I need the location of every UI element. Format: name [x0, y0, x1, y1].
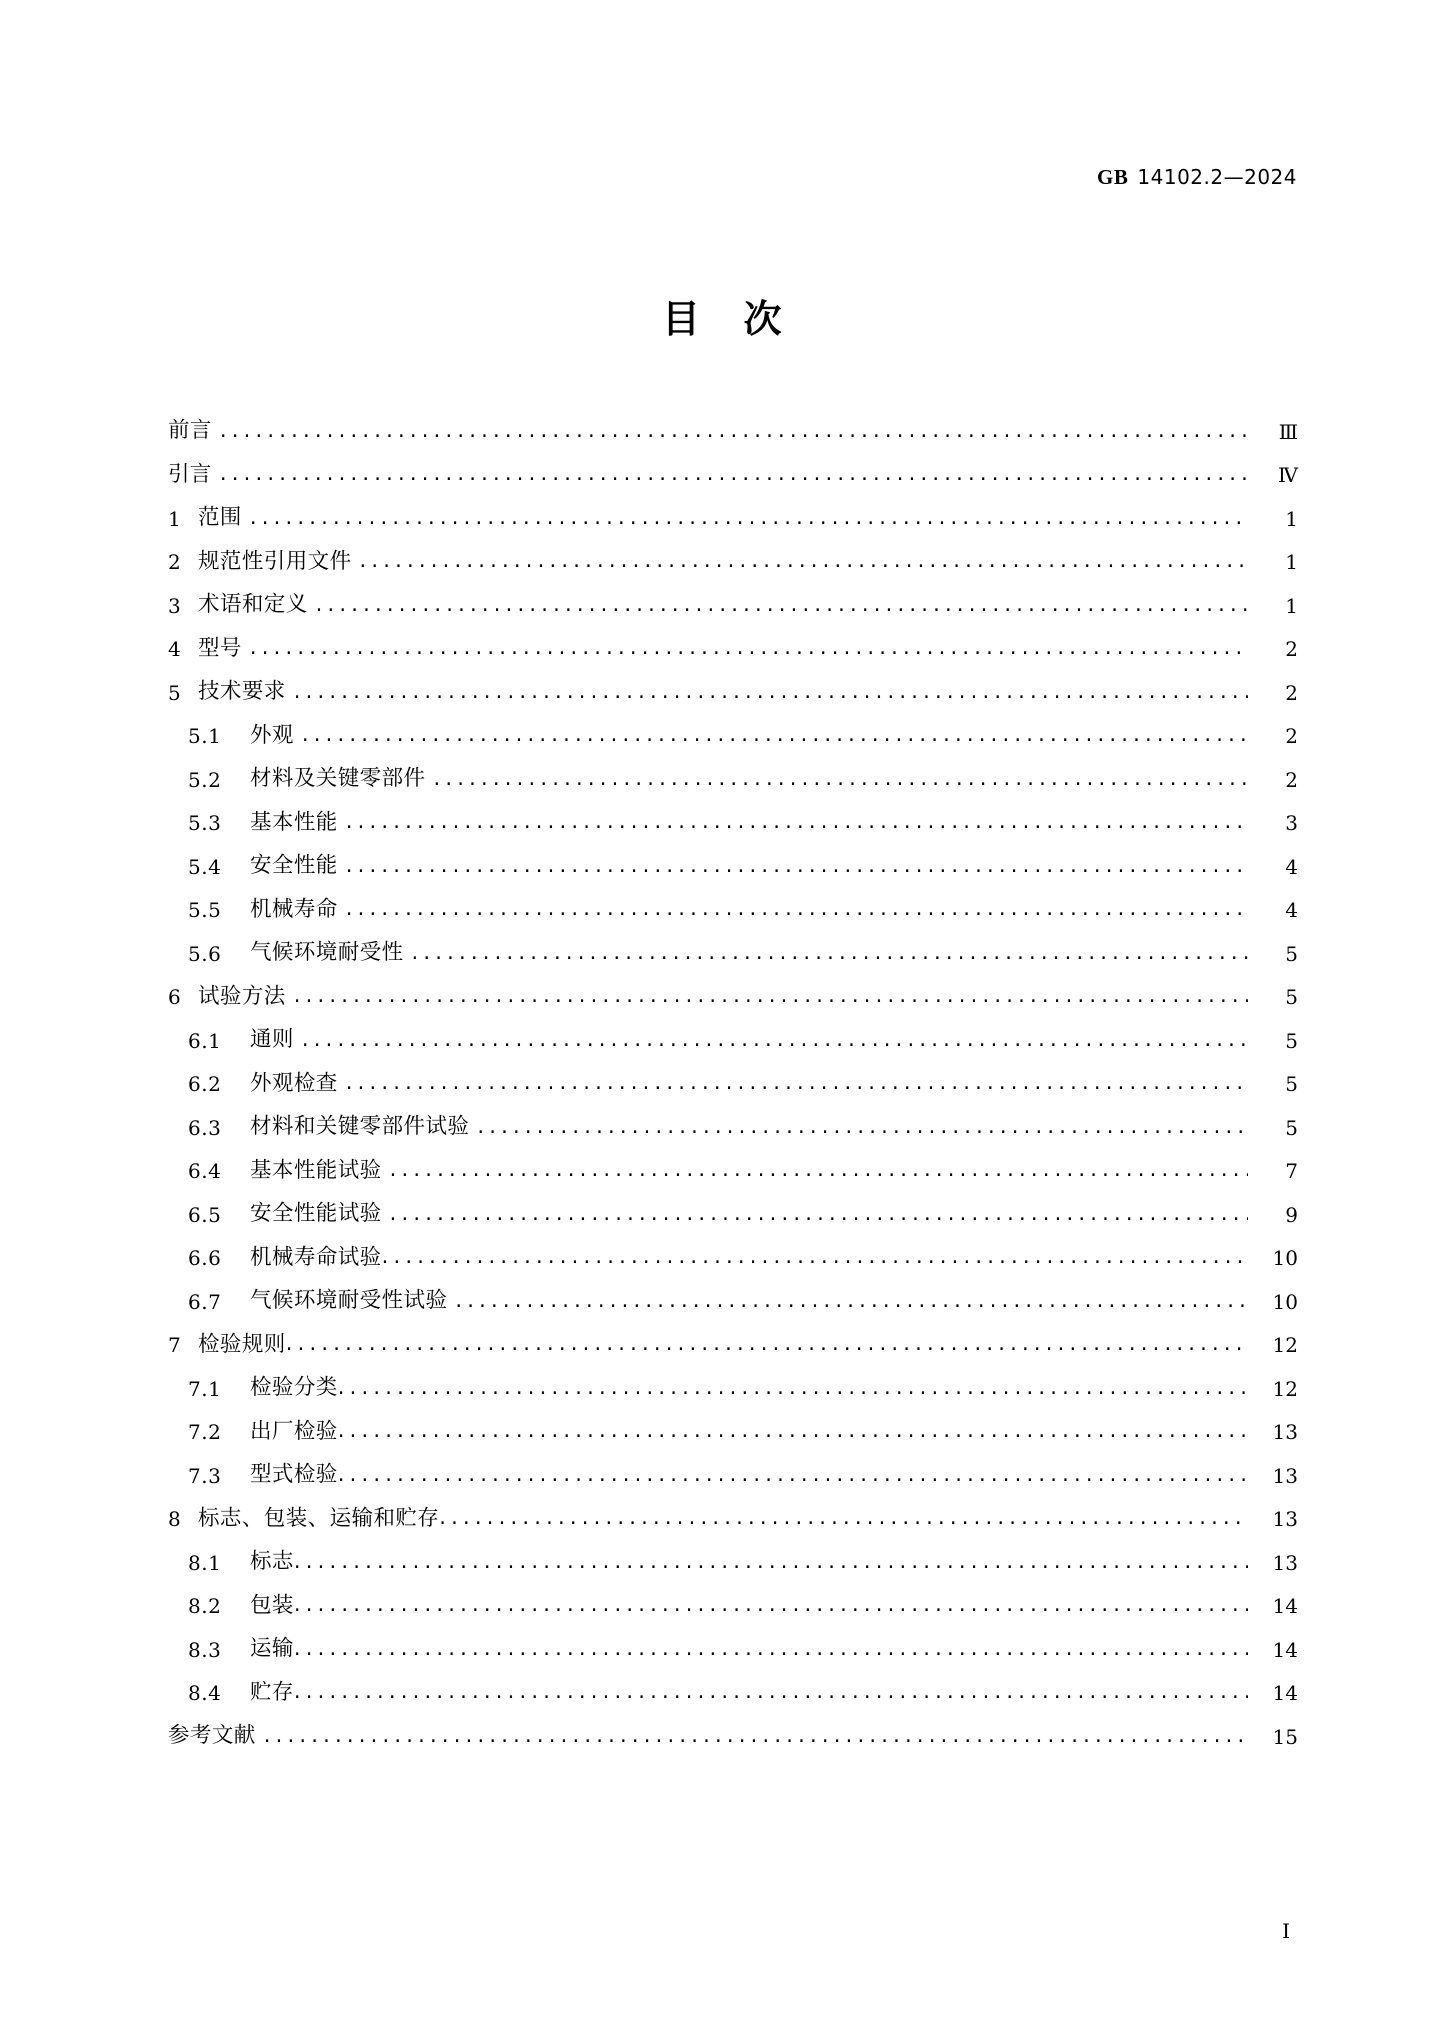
toc-entry-label: 气候环境耐受性试验 [250, 1288, 448, 1312]
toc-entry-page-number: 9 [1285, 1202, 1298, 1227]
toc-dot-leader [338, 1424, 1248, 1444]
page-title-left: 目 [661, 299, 702, 341]
toc-entry-number: 5.6 [188, 941, 222, 966]
toc-dot-leader [220, 467, 1248, 487]
toc-entry-label: 技术要求 [198, 679, 286, 703]
toc-entry-label: 通则 [250, 1027, 294, 1051]
toc-entry-page-number: 2 [1285, 767, 1298, 792]
toc-entry[interactable] [168, 661, 1298, 705]
toc-entry-label: 机械寿命 [250, 896, 338, 921]
toc-entry-number: 6 [168, 985, 181, 1009]
toc-entry[interactable] [168, 1662, 1298, 1706]
toc-dot-leader [294, 1642, 1248, 1662]
toc-entry-page-number: 3 [1285, 811, 1298, 835]
toc-dot-leader [346, 815, 1248, 835]
toc-dot-leader [302, 1033, 1248, 1053]
toc-entry-number: 5.2 [188, 767, 222, 792]
toc-entry-number: 5.4 [188, 854, 222, 879]
toc-entry-number: 8 [168, 1507, 181, 1531]
toc-dot-leader [346, 902, 1248, 922]
toc-entry[interactable] [168, 531, 1298, 575]
toc-dot-leader [294, 1685, 1248, 1705]
standard-number: 14102.2—2024 [1137, 165, 1297, 189]
toc-entry-page-number: 12 [1272, 1376, 1298, 1401]
toc-entry[interactable] [168, 922, 1298, 966]
toc-entry-page-number: 1 [1285, 506, 1298, 531]
toc-entry-page-number: 2 [1285, 724, 1298, 748]
toc-entry[interactable] [168, 705, 1298, 749]
toc-entry-page-number: 4 [1285, 854, 1298, 879]
toc-entry-page-number: 5 [1285, 1072, 1298, 1096]
toc-dot-leader [338, 1381, 1248, 1401]
toc-entry-label: 贮存 [250, 1679, 294, 1704]
toc-entry-number: 7 [168, 1333, 181, 1357]
toc-entry-label: 包装 [250, 1592, 294, 1617]
toc-entry-number: 6.3 [188, 1115, 222, 1140]
toc-dot-leader [477, 1120, 1248, 1140]
toc-entry-page-number: 13 [1272, 1550, 1298, 1575]
toc-entry[interactable] [168, 1314, 1298, 1358]
toc-entry-page-number: 5 [1285, 941, 1298, 966]
running-head [1097, 165, 1297, 190]
toc-entry-label: 前言 [168, 418, 212, 442]
toc-entry-number: 8.2 [188, 1594, 222, 1618]
toc-dot-leader [412, 946, 1248, 966]
toc-entry-label: 引言 [168, 461, 212, 486]
toc-entry-number: 3 [168, 593, 181, 618]
toc-dot-leader [360, 554, 1248, 574]
toc-entry-label: 规范性引用文件 [198, 548, 352, 573]
toc-entry-number: 1 [168, 506, 181, 531]
toc-entry-number: 2 [168, 550, 181, 574]
toc-entry[interactable] [168, 400, 1298, 444]
toc-entry-number: 6.6 [188, 1246, 222, 1270]
toc-dot-leader [294, 1598, 1248, 1618]
toc-entry-page-number: 14 [1272, 1681, 1298, 1705]
toc-entry-label: 基本性能试验 [250, 1157, 382, 1182]
toc-dot-leader [286, 1337, 1248, 1357]
toc-dot-leader [316, 598, 1248, 618]
toc-entry[interactable] [168, 444, 1298, 488]
toc-entry[interactable] [168, 1401, 1298, 1445]
toc-entry-label: 标志 [250, 1549, 294, 1573]
toc-entry-page-number: 15 [1272, 1724, 1298, 1749]
toc-entry-page-number: 4 [1285, 898, 1298, 922]
toc-entry-page-number: 2 [1285, 680, 1298, 705]
toc-entry-label: 机械寿命试验 [250, 1244, 382, 1269]
toc-entry-label: 试验方法 [198, 983, 286, 1008]
toc-entry-label: 标志、包装、运输和贮存 [198, 1505, 440, 1530]
toc-entry-label: 运输 [250, 1636, 294, 1660]
toc-dot-leader [346, 1076, 1248, 1096]
toc-dot-leader [390, 1207, 1248, 1227]
toc-entry[interactable] [168, 1488, 1298, 1532]
toc-entry-label: 术语和定义 [198, 592, 308, 616]
toc-entry-number: 4 [168, 637, 181, 661]
toc-dot-leader [433, 772, 1248, 792]
toc-entry-label: 出厂检验 [250, 1418, 338, 1443]
toc-entry-number: 5.1 [188, 724, 222, 748]
toc-entry-label: 基本性能 [250, 809, 338, 834]
page-folio: Ⅰ [1282, 1921, 1290, 1943]
toc-entry[interactable] [168, 1009, 1298, 1053]
table-of-contents [168, 400, 1298, 1749]
toc-entry[interactable] [168, 835, 1298, 879]
toc-entry[interactable] [168, 1270, 1298, 1314]
toc-dot-leader [294, 989, 1248, 1009]
toc-dot-leader [294, 685, 1248, 705]
toc-entry[interactable] [168, 1705, 1298, 1749]
toc-entry[interactable] [168, 966, 1298, 1010]
toc-entry-number: 5.5 [188, 898, 222, 922]
toc-entry-page-number: 7 [1285, 1159, 1298, 1183]
toc-entry-page-number: 13 [1272, 1420, 1298, 1444]
toc-entry[interactable] [168, 1575, 1298, 1619]
toc-entry-label: 范围 [198, 505, 242, 529]
toc-entry-page-number: 5 [1285, 1115, 1298, 1140]
toc-entry[interactable] [168, 1531, 1298, 1575]
toc-entry-number: 5 [168, 680, 181, 705]
toc-entry-number: 7.3 [188, 1463, 222, 1488]
toc-entry-number: 5.3 [188, 811, 222, 835]
toc-entry-label: 气候环境耐受性 [250, 940, 404, 964]
toc-entry-page-number: 10 [1272, 1289, 1298, 1314]
standard-prefix: GB [1097, 165, 1129, 189]
toc-entry-page-number: 2 [1285, 637, 1298, 661]
toc-entry-page-number: 13 [1272, 1507, 1298, 1531]
toc-dot-leader [439, 1511, 1248, 1531]
toc-entry[interactable] [168, 1227, 1298, 1271]
toc-entry-label: 材料及关键零部件 [250, 766, 426, 790]
toc-dot-leader [294, 1555, 1248, 1575]
toc-dot-leader [220, 424, 1248, 444]
toc-dot-leader [382, 1250, 1248, 1270]
toc-entry[interactable] [168, 487, 1298, 531]
toc-entry-label: 材料和关键零部件试验 [250, 1114, 470, 1138]
toc-entry[interactable] [168, 1183, 1298, 1227]
toc-entry[interactable] [168, 1444, 1298, 1488]
toc-entry[interactable] [168, 792, 1298, 836]
toc-entry[interactable] [168, 748, 1298, 792]
toc-dot-leader [250, 641, 1248, 661]
toc-entry[interactable] [168, 618, 1298, 662]
toc-dot-leader [264, 1729, 1248, 1749]
toc-dot-leader [346, 859, 1248, 879]
toc-entry-page-number: 12 [1272, 1333, 1298, 1357]
toc-entry-label: 外观 [250, 722, 294, 747]
toc-entry-label: 型式检验 [250, 1462, 338, 1486]
toc-entry-label: 检验分类 [250, 1375, 338, 1399]
toc-entry-page-number: 14 [1272, 1594, 1298, 1618]
toc-entry-label: 检验规则 [198, 1331, 286, 1356]
page-title-right: 次 [743, 299, 784, 341]
toc-entry-page-number: 13 [1272, 1463, 1298, 1488]
toc-entry-number: 8.1 [188, 1550, 222, 1575]
toc-dot-leader [302, 728, 1248, 748]
toc-entry-page-number: 10 [1272, 1246, 1298, 1270]
toc-entry-number: 8.3 [188, 1637, 222, 1662]
toc-entry-label: 外观检查 [250, 1070, 338, 1095]
toc-entry[interactable] [168, 1140, 1298, 1184]
toc-dot-leader [250, 511, 1248, 531]
toc-entry-number: 7.2 [188, 1420, 222, 1444]
toc-entry-number: 6.5 [188, 1202, 222, 1227]
toc-entry-label: 安全性能试验 [250, 1201, 382, 1225]
toc-dot-leader [390, 1163, 1248, 1183]
toc-entry[interactable] [168, 574, 1298, 618]
toc-dot-leader [338, 1468, 1248, 1488]
toc-entry[interactable] [168, 879, 1298, 923]
toc-entry[interactable] [168, 1357, 1298, 1401]
toc-entry-number: 6.7 [188, 1289, 222, 1314]
toc-entry-page-number: 5 [1285, 985, 1298, 1009]
toc-entry-page-number: Ⅳ [1278, 463, 1298, 487]
page-title [0, 288, 1445, 343]
toc-entry[interactable] [168, 1096, 1298, 1140]
toc-entry-number: 6.4 [188, 1159, 222, 1183]
toc-entry[interactable] [168, 1618, 1298, 1662]
toc-entry[interactable] [168, 1053, 1298, 1097]
toc-entry-page-number: 1 [1285, 593, 1298, 618]
toc-entry-number: 7.1 [188, 1376, 222, 1401]
toc-entry-label: 型号 [198, 635, 242, 660]
toc-entry-number: 6.1 [188, 1028, 222, 1053]
toc-entry-page-number: 14 [1272, 1637, 1298, 1662]
toc-entry-label: 参考文献 [168, 1723, 256, 1747]
toc-entry-label: 安全性能 [250, 853, 338, 877]
toc-entry-number: 6.2 [188, 1072, 222, 1096]
toc-entry-page-number: Ⅲ [1278, 419, 1298, 444]
toc-entry-number: 8.4 [188, 1681, 222, 1705]
toc-entry-page-number: 1 [1285, 550, 1298, 574]
toc-entry-page-number: 5 [1285, 1028, 1298, 1053]
toc-dot-leader [455, 1294, 1248, 1314]
